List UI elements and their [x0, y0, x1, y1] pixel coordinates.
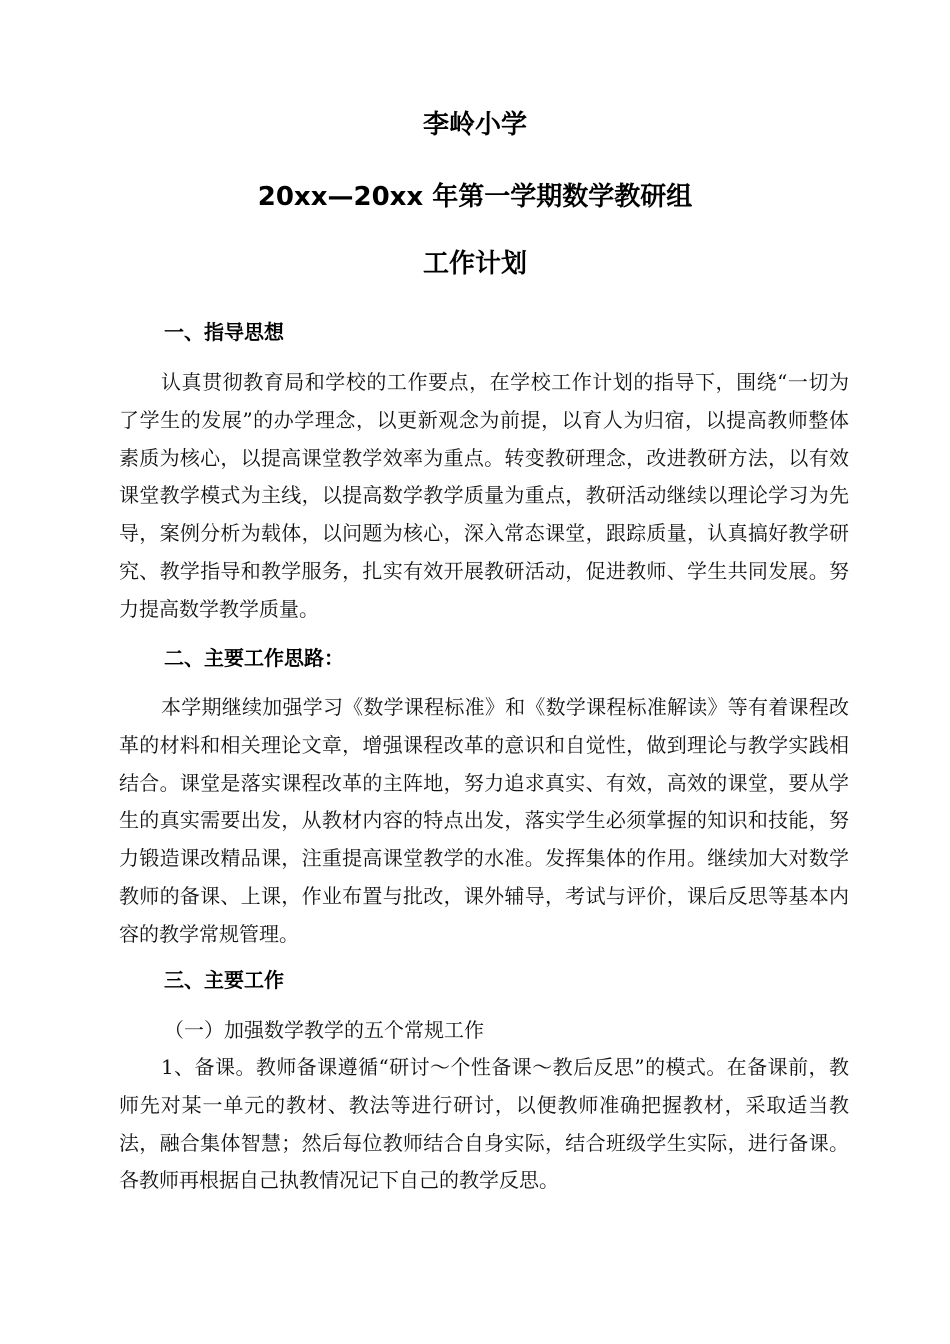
section-paragraph-work-approach: 本学期继续加强学习《数学课程标准》和《数学课程标准解读》等有着课程改革的材料和相关理论文章，增强课程改革的意识和自觉性，做到理论与教学实践相结合。课堂是落实课程改革的主阵地，努力追求真实、有效，高效的课堂，要从学生的真实需要出发，从教材内容的特点出发，落实学生必须掌握的知识和技能，努力锻造课改精品课，注重提高课堂教学的水准。发挥集体的作用。继续加大对数学教师的备课、上课，作业布置与批改，课外辅导，考试与评价，课后反思等基本内容的教学常规管理。 [119, 695, 849, 946]
term-title: 20xx—20xx 年第一学期数学教研组 [257, 182, 693, 212]
section-paragraph-guiding-ideology: 认真贯彻教育局和学校的工作要点，在学校工作计划的指导下，围绕“一切为了学生的发展”的办学理念，以更新观念为前提，以育人为归宿，以提高教师整体素质为核心，以提高课堂教学效率为重点。转变教研理念，改进教研方法，以有效课堂教学模式为主线，以提高数学教学质量为重点，教研活动继续以理论学习为先导，案例分析为载体，以问题为核心，深入常态课堂，跟踪质量，认真搞好教学研究、教学指导和教学服务，扎实有效开展教研活动，促进教师、学生共同发展。努力提高数学教学质量。 [119, 370, 849, 621]
section-heading-guiding-ideology: 一、指导思想 [164, 320, 284, 344]
section-paragraph-lesson-prep: 1、备课。教师备课遵循“研讨～个性备课～教后反思”的模式。在备课前，教师先对某一单元的教材、教法等进行研讨，以便教师准确把握教材，采取适当教法，融合集体智慧；然后每位教师结合自身实际，结合班级学生实际，进行备课。各教师再根据自己执教情况记下自己的教学反思。 [119, 1055, 849, 1193]
document-type-title: 工作计划 [422, 249, 527, 279]
section-heading-main-work: 三、主要工作 [164, 968, 284, 992]
section-subheading-routine-work: （一）加强数学教学的五个常规工作 [164, 1018, 484, 1042]
section-heading-work-approach: 二、主要工作思路： [164, 646, 344, 670]
school-title: 李岭小学 [422, 110, 527, 140]
